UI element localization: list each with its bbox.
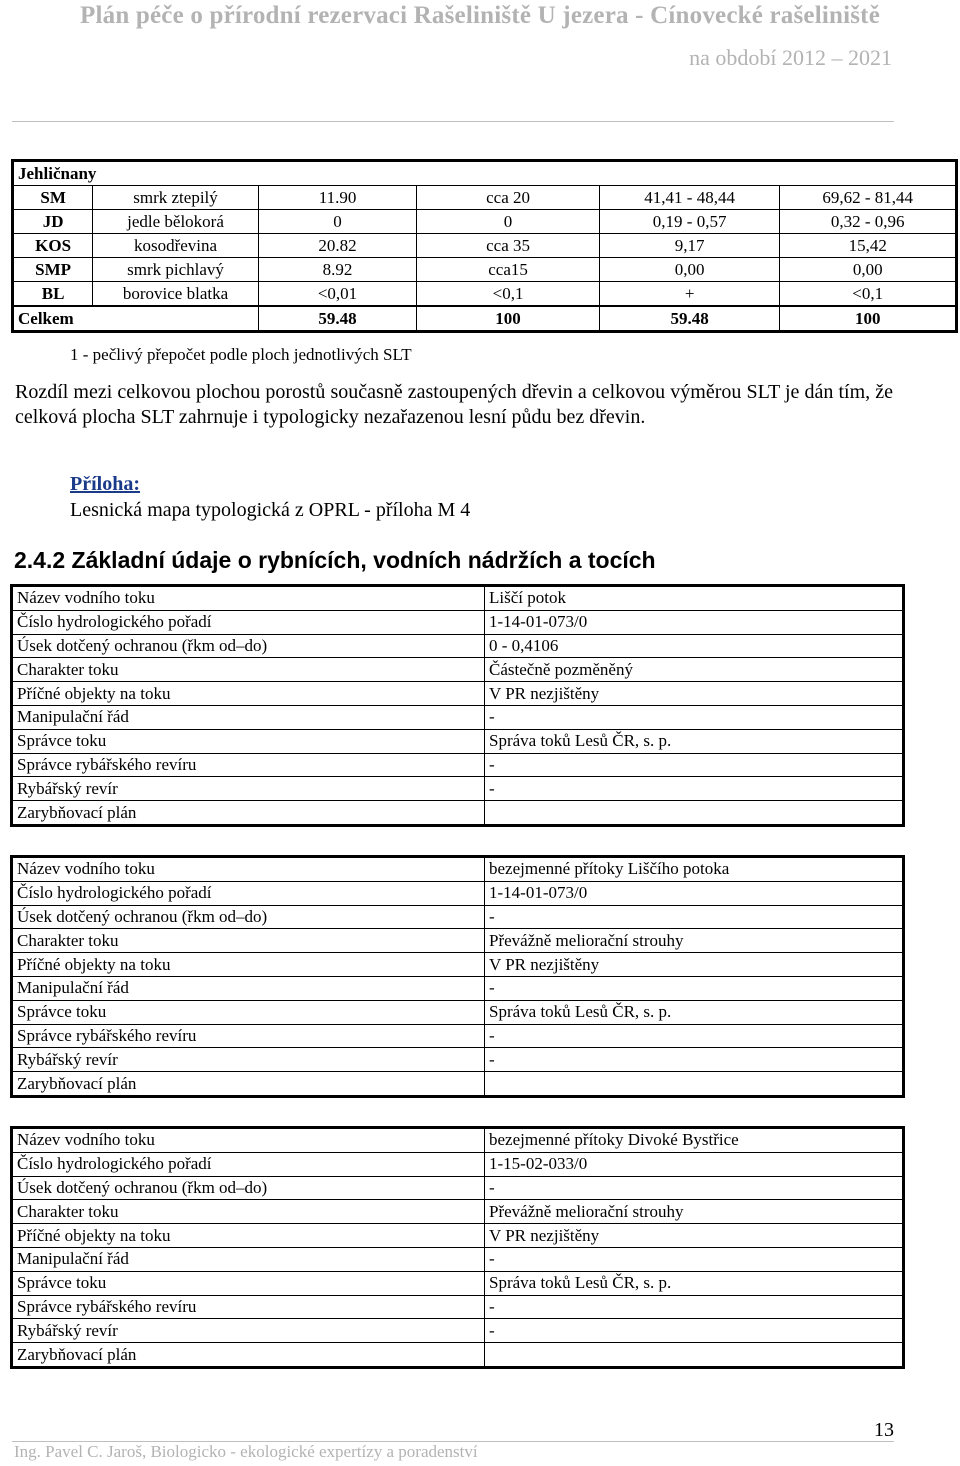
stream-key: Příčné objekty na toku — [12, 953, 485, 977]
stream-row — [12, 777, 904, 801]
stream-value: Převážně meliorační strouhy — [485, 929, 904, 953]
stream-key: Číslo hydrologického pořadí — [12, 610, 485, 634]
stream-key: Název vodního toku — [12, 1128, 485, 1153]
stream-row — [12, 1295, 904, 1319]
stream-value: - — [485, 905, 904, 929]
species-cell: 69,62 - 81,44 — [780, 186, 957, 210]
species-total-cell: 100 — [417, 306, 600, 332]
species-cell: + — [599, 282, 780, 307]
stream-table-1 — [10, 584, 905, 827]
stream-key: Správce toku — [12, 1271, 485, 1295]
stream-row — [12, 976, 904, 1000]
stream-key: Zarybňovací plán — [12, 1343, 485, 1368]
stream-row — [12, 801, 904, 826]
species-cell: 0,00 — [599, 258, 780, 282]
stream-value: V PR nezjištěny — [485, 953, 904, 977]
header-divider — [12, 121, 894, 122]
species-total-label: Celkem — [13, 306, 259, 332]
stream-value: Převážně meliorační strouhy — [485, 1200, 904, 1224]
stream-row — [12, 1343, 904, 1368]
stream-table-2 — [10, 855, 905, 1098]
page-number: 13 — [874, 1419, 894, 1441]
stream-value: Správa toků Lesů ČR, s. p. — [485, 729, 904, 753]
stream-key: Charakter toku — [12, 658, 485, 682]
stream-key: Zarybňovací plán — [12, 1072, 485, 1097]
species-row — [13, 234, 957, 258]
species-cell: 8.92 — [258, 258, 417, 282]
document-header-title: Plán péče o přírodní rezervaci Rašeliniště U jezera - Cínovecké rašeliniště — [80, 2, 880, 29]
stream-value: Liščí potok — [485, 586, 904, 611]
stream-key: Rybářský revír — [12, 1048, 485, 1072]
stream-value: 0 - 0,4106 — [485, 634, 904, 658]
stream-value: Částečně pozměněný — [485, 658, 904, 682]
document-footer: Ing. Pavel C. Jaroš, Biologicko - ekologické expertízy a poradenství — [14, 1442, 478, 1461]
stream-key: Úsek dotčený ochranou (řkm od–do) — [12, 1176, 485, 1200]
species-cell: 11.90 — [258, 186, 417, 210]
stream-key: Název vodního toku — [12, 586, 485, 611]
species-cell: cca 35 — [417, 234, 600, 258]
stream-value: V PR nezjištěny — [485, 1224, 904, 1248]
species-cell: cca 20 — [417, 186, 600, 210]
stream-key: Charakter toku — [12, 1200, 485, 1224]
species-cell: 0,19 - 0,57 — [599, 210, 780, 234]
species-total-cell: 59.48 — [599, 306, 780, 332]
stream-row — [12, 753, 904, 777]
species-group-row — [13, 161, 957, 186]
stream-value — [485, 801, 904, 826]
stream-row — [12, 1128, 904, 1153]
stream-key: Číslo hydrologického pořadí — [12, 881, 485, 905]
stream-key: Příčné objekty na toku — [12, 682, 485, 706]
species-cell: 41,41 - 48,44 — [599, 186, 780, 210]
species-total-row — [13, 306, 957, 332]
species-cell: 9,17 — [599, 234, 780, 258]
stream-value: 1-15-02-033/0 — [485, 1152, 904, 1176]
stream-key: Charakter toku — [12, 929, 485, 953]
stream-row — [12, 705, 904, 729]
stream-key: Rybářský revír — [12, 777, 485, 801]
stream-key: Manipulační řád — [12, 976, 485, 1000]
stream-value: - — [485, 1319, 904, 1343]
stream-key: Manipulační řád — [12, 705, 485, 729]
species-total-cell: 100 — [780, 306, 957, 332]
stream-row — [12, 857, 904, 882]
table-footnote: 1 - pečlivý přepočet podle ploch jednotlivých SLT — [70, 345, 412, 364]
species-row — [13, 210, 957, 234]
stream-row — [12, 953, 904, 977]
stream-row — [12, 1200, 904, 1224]
species-row — [13, 282, 957, 307]
stream-row — [12, 1000, 904, 1024]
attachment-text: Lesnická mapa typologická z OPRL - příloha M 4 — [70, 499, 471, 521]
stream-value — [485, 1072, 904, 1097]
stream-row — [12, 905, 904, 929]
stream-key: Rybářský revír — [12, 1319, 485, 1343]
stream-key: Zarybňovací plán — [12, 801, 485, 826]
species-name: smrk pichlavý — [93, 258, 259, 282]
stream-row — [12, 1176, 904, 1200]
stream-row — [12, 586, 904, 611]
species-name: smrk ztepilý — [93, 186, 259, 210]
species-code: KOS — [13, 234, 93, 258]
stream-key: Úsek dotčený ochranou (řkm od–do) — [12, 905, 485, 929]
stream-table-3 — [10, 1126, 905, 1369]
attachment-heading: Příloha: — [70, 473, 140, 495]
section-heading: 2.4.2 Základní údaje o rybnících, vodních nádržích a tocích — [14, 547, 656, 573]
species-group-label: Jehličnany — [13, 161, 957, 186]
stream-row — [12, 1271, 904, 1295]
stream-row — [12, 634, 904, 658]
stream-value: - — [485, 976, 904, 1000]
stream-value: 1-14-01-073/0 — [485, 610, 904, 634]
stream-key: Správce rybářského revíru — [12, 1295, 485, 1319]
body-paragraph: Rozdíl mezi celkovou plochou porostů současně zastoupených dřevin a celkovou výměrou SLT je dán tím, že celková plocha SLT zahrnuje i typologicky nezařazenou lesní půdu bez dřevin. — [15, 381, 893, 428]
stream-value: - — [485, 777, 904, 801]
stream-row — [12, 1247, 904, 1271]
stream-key: Správce rybářského revíru — [12, 753, 485, 777]
stream-row — [12, 929, 904, 953]
stream-value: 1-14-01-073/0 — [485, 881, 904, 905]
stream-key: Název vodního toku — [12, 857, 485, 882]
species-code: SMP — [13, 258, 93, 282]
stream-value: V PR nezjištěny — [485, 682, 904, 706]
stream-key: Manipulační řád — [12, 1247, 485, 1271]
species-cell: 0 — [258, 210, 417, 234]
stream-value: - — [485, 1247, 904, 1271]
stream-value: - — [485, 753, 904, 777]
species-cell: <0,1 — [780, 282, 957, 307]
stream-row — [12, 658, 904, 682]
stream-value: Správa toků Lesů ČR, s. p. — [485, 1271, 904, 1295]
species-cell: 0,00 — [780, 258, 957, 282]
stream-key: Správce toku — [12, 1000, 485, 1024]
stream-row — [12, 881, 904, 905]
stream-row — [12, 1048, 904, 1072]
stream-value: - — [485, 1295, 904, 1319]
species-row — [13, 258, 957, 282]
species-row — [13, 186, 957, 210]
species-name: borovice blatka — [93, 282, 259, 307]
stream-key: Správce toku — [12, 729, 485, 753]
species-table — [11, 159, 958, 333]
species-cell: 0 — [417, 210, 600, 234]
document-header-period: na období 2012 – 2021 — [689, 45, 892, 70]
stream-row — [12, 1152, 904, 1176]
species-name: jedle bělokorá — [93, 210, 259, 234]
species-total-cell: 59.48 — [258, 306, 417, 332]
stream-row — [12, 729, 904, 753]
stream-row — [12, 610, 904, 634]
stream-value: bezejmenné přítoky Divoké Bystřice — [485, 1128, 904, 1153]
stream-value: - — [485, 1024, 904, 1048]
species-cell: 15,42 — [780, 234, 957, 258]
stream-key: Úsek dotčený ochranou (řkm od–do) — [12, 634, 485, 658]
stream-value: - — [485, 1048, 904, 1072]
species-cell: 20.82 — [258, 234, 417, 258]
species-name: kosodřevina — [93, 234, 259, 258]
species-code: SM — [13, 186, 93, 210]
stream-value: bezejmenné přítoky Liščího potoka — [485, 857, 904, 882]
stream-value: - — [485, 1176, 904, 1200]
species-code: JD — [13, 210, 93, 234]
stream-row — [12, 1072, 904, 1097]
stream-row — [12, 682, 904, 706]
species-code: BL — [13, 282, 93, 307]
stream-key: Číslo hydrologického pořadí — [12, 1152, 485, 1176]
stream-row — [12, 1224, 904, 1248]
stream-key: Správce rybářského revíru — [12, 1024, 485, 1048]
species-cell: cca15 — [417, 258, 600, 282]
species-cell: 0,32 - 0,96 — [780, 210, 957, 234]
stream-value: Správa toků Lesů ČR, s. p. — [485, 1000, 904, 1024]
stream-key: Příčné objekty na toku — [12, 1224, 485, 1248]
stream-value — [485, 1343, 904, 1368]
species-cell: <0,01 — [258, 282, 417, 307]
stream-value: - — [485, 705, 904, 729]
stream-row — [12, 1319, 904, 1343]
species-cell: <0,1 — [417, 282, 600, 307]
stream-row — [12, 1024, 904, 1048]
